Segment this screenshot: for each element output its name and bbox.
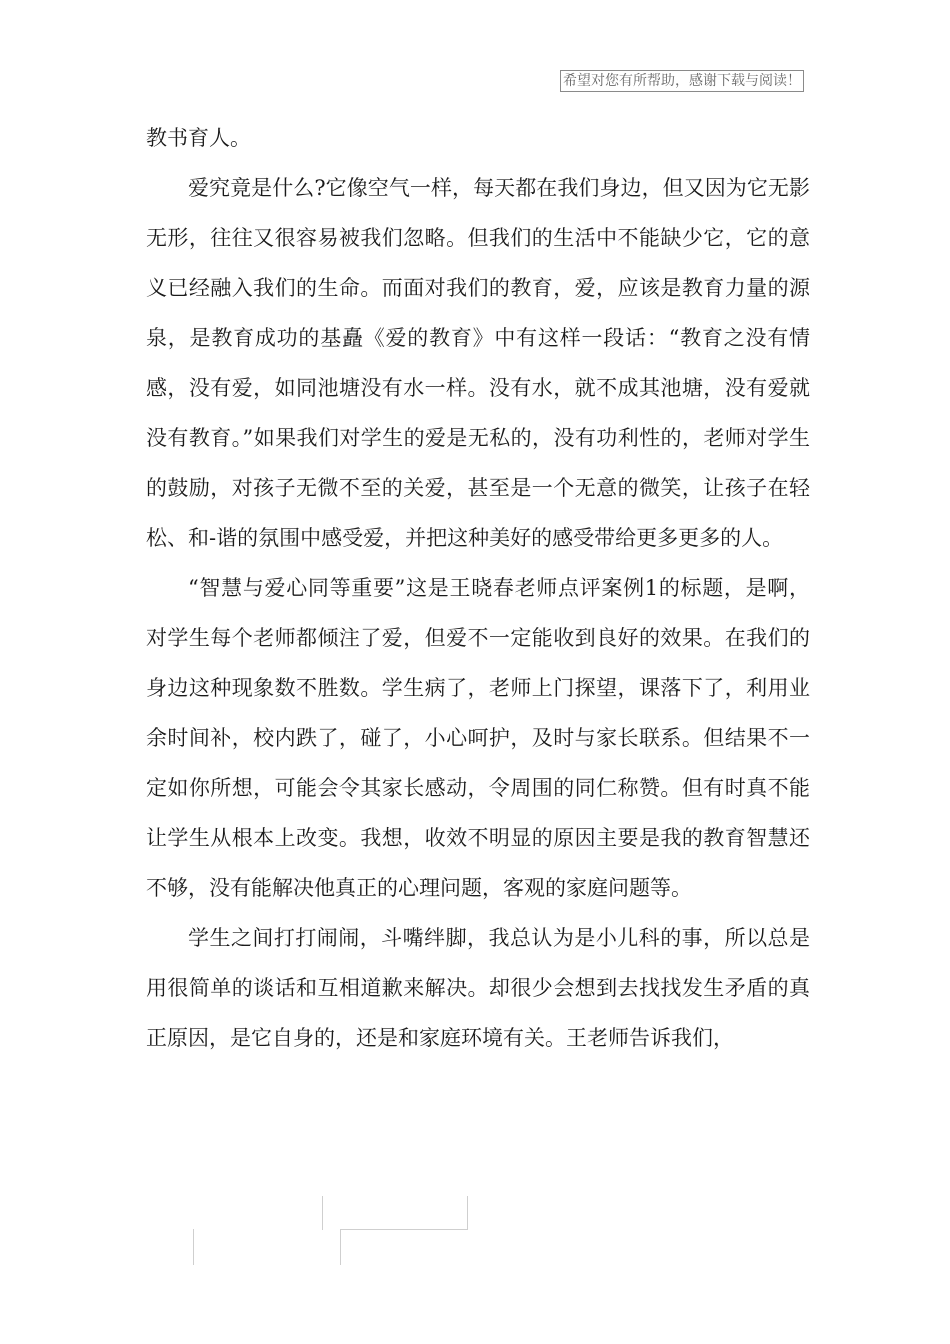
- paragraph: 爱究竟是什么?它像空气一样，每天都在我们身边，但又因为它无影无形，往往又很容易被我们忽略。但我们的生活中不能缺少它，它的意义已经融入我们的生命。而面对我们的教育，爱，应该是教育力量的源泉，是教育成功的基矗《爱的教育》中有这样一段话：“教育之没有情感，没有爱，如同池塘没有水一样。没有水，就不成其池塘，没有爱就没有教育。”如果我们对学生的爱是无私的，没有功利性的，老师对学生的鼓励，对孩子无微不至的关爱，甚至是一个无意的微笑，让孩子在轻松、和-谐的氛围中感受爱，并把这种美好的感受带给更多更多的人。: [146, 176, 810, 550]
- decor-line: [340, 1229, 341, 1265]
- document-body: [146, 113, 810, 1063]
- decor-line: [322, 1196, 323, 1230]
- decor-line: [193, 1229, 194, 1265]
- decor-line: [340, 1229, 468, 1230]
- header-note: 希望对您有所帮助，感谢下载与阅读！: [560, 70, 804, 92]
- paragraph: 教书育人。: [146, 126, 251, 150]
- paragraph: 学生之间打打闹闹，斗嘴绊脚，我总认为是小儿科的事，所以总是用很简单的谈话和互相道歉来解决。却很少会想到去找找发生矛盾的真正原因，是它自身的，还是和家庭环境有关。王老师告诉我们，: [146, 926, 810, 1050]
- paragraph: “智慧与爱心同等重要”这是王晓春老师点评案例1的标题，是啊，对学生每个老师都倾注了爱，但爱不一定能收到良好的效果。在我们的身边这种现象数不胜数。学生病了，老师上门探望，课落下了，利用业余时间补，校内跌了，碰了，小心呵护，及时与家长联系。但结果不一定如你所想，可能会令其家长感动，令周围的同仁称赞。但有时真不能让学生从根本上改变。我想，收效不明显的原因主要是我的教育智慧还不够，没有能解决他真正的心理问题，客观的家庭问题等。: [146, 576, 810, 900]
- decor-line: [467, 1196, 468, 1230]
